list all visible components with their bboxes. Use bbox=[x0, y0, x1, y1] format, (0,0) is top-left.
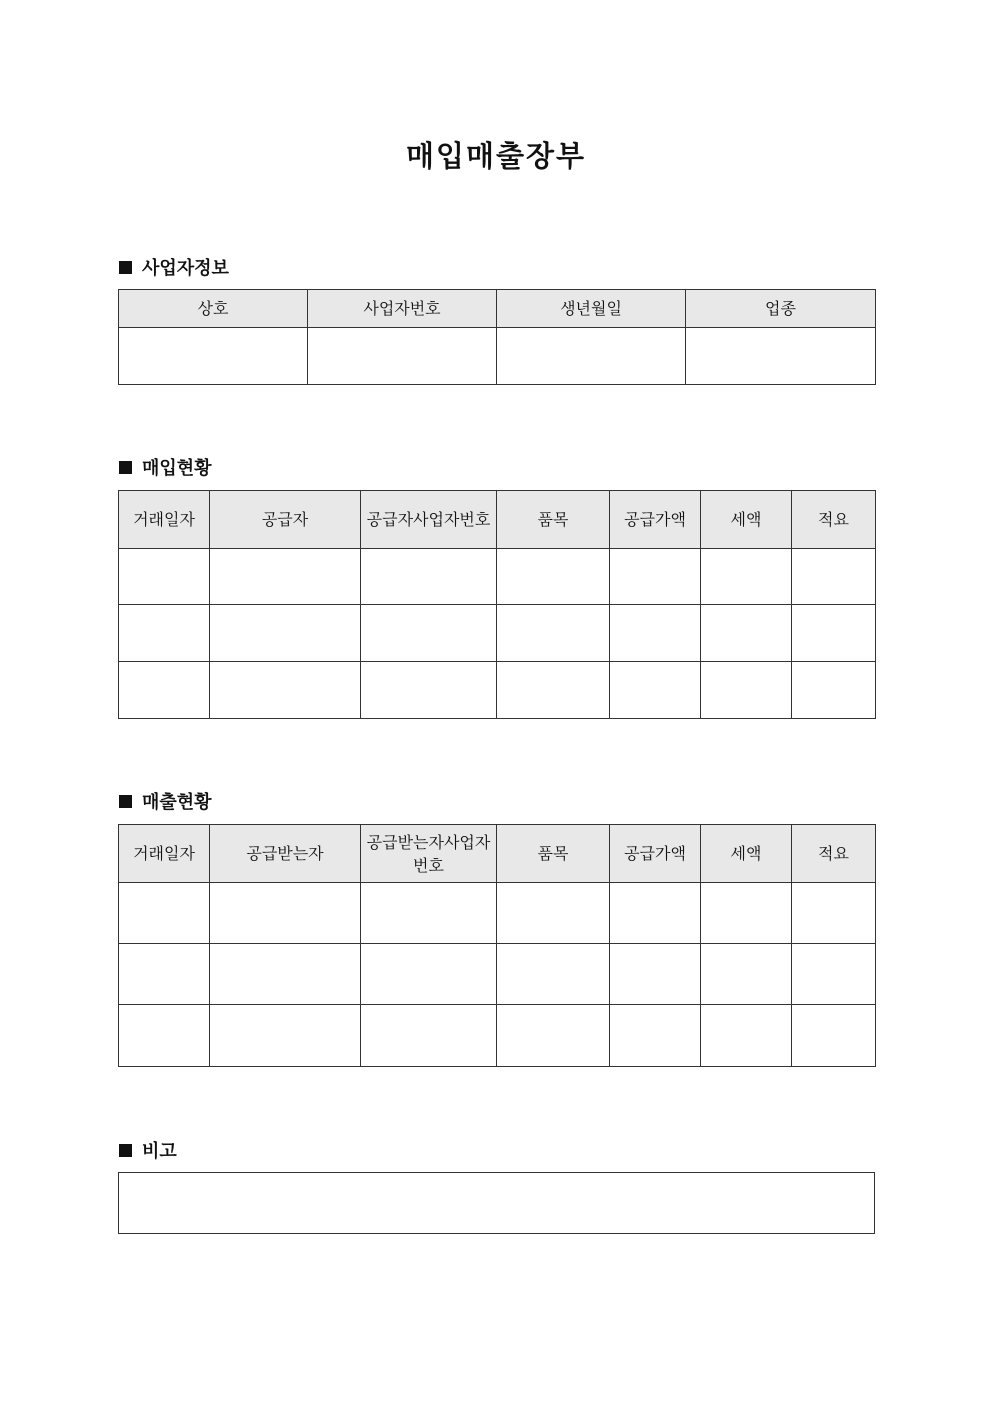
input-cell[interactable] bbox=[792, 1005, 876, 1067]
header-cell: 거래일자 bbox=[119, 491, 210, 549]
input-cell[interactable] bbox=[701, 549, 792, 605]
purchase-table bbox=[118, 490, 876, 719]
input-cell[interactable] bbox=[792, 662, 876, 719]
input-cell[interactable] bbox=[361, 1005, 497, 1067]
input-cell[interactable] bbox=[610, 605, 701, 662]
sales-table bbox=[118, 824, 876, 1067]
table-row bbox=[119, 662, 876, 719]
input-cell[interactable] bbox=[610, 662, 701, 719]
input-cell[interactable] bbox=[119, 883, 210, 944]
square-bullet-icon bbox=[119, 1144, 132, 1157]
square-bullet-icon bbox=[119, 461, 132, 474]
section-heading-sales bbox=[119, 788, 212, 814]
input-cell[interactable] bbox=[792, 605, 876, 662]
input-cell[interactable] bbox=[119, 328, 308, 385]
table-row bbox=[119, 883, 876, 944]
section-heading-business-info bbox=[119, 254, 229, 280]
input-cell[interactable] bbox=[308, 328, 497, 385]
header-cell: 거래일자 bbox=[119, 825, 210, 883]
header-cell: 업종 bbox=[686, 290, 876, 328]
header-cell: 적요 bbox=[792, 491, 876, 549]
input-cell[interactable] bbox=[610, 883, 701, 944]
input-cell[interactable] bbox=[210, 549, 361, 605]
header-row bbox=[119, 290, 876, 328]
page-title: 매입매출장부 bbox=[405, 139, 587, 173]
input-cell[interactable] bbox=[701, 605, 792, 662]
input-cell[interactable] bbox=[210, 1005, 361, 1067]
business-info-table bbox=[118, 289, 876, 385]
input-cell[interactable] bbox=[497, 549, 610, 605]
square-bullet-icon bbox=[119, 795, 132, 808]
input-cell[interactable] bbox=[361, 549, 497, 605]
input-cell[interactable] bbox=[497, 883, 610, 944]
header-cell: 품목 bbox=[497, 825, 610, 883]
header-cell: 공급받는자사업자번호 bbox=[361, 825, 497, 883]
input-cell[interactable] bbox=[361, 605, 497, 662]
header-cell: 적요 bbox=[792, 825, 876, 883]
input-cell[interactable] bbox=[701, 883, 792, 944]
input-cell[interactable] bbox=[361, 883, 497, 944]
header-cell: 공급가액 bbox=[610, 491, 701, 549]
input-cell[interactable] bbox=[361, 662, 497, 719]
header-cell: 세액 bbox=[701, 491, 792, 549]
header-cell: 품목 bbox=[497, 491, 610, 549]
input-cell[interactable] bbox=[792, 549, 876, 605]
header-cell: 공급자사업자번호 bbox=[361, 491, 497, 549]
header-cell: 사업자번호 bbox=[308, 290, 497, 328]
header-row bbox=[119, 491, 876, 549]
input-cell[interactable] bbox=[686, 328, 876, 385]
input-cell[interactable] bbox=[210, 883, 361, 944]
header-cell: 상호 bbox=[119, 290, 308, 328]
input-cell[interactable] bbox=[119, 944, 210, 1005]
input-cell[interactable] bbox=[497, 1005, 610, 1067]
header-row bbox=[119, 825, 876, 883]
input-cell[interactable] bbox=[210, 605, 361, 662]
input-cell[interactable] bbox=[610, 549, 701, 605]
header-cell: 공급가액 bbox=[610, 825, 701, 883]
section-heading-purchase bbox=[119, 454, 212, 480]
section-label: 사업자정보 bbox=[142, 258, 229, 279]
input-cell[interactable] bbox=[119, 549, 210, 605]
table-row bbox=[119, 328, 876, 385]
section-label: 비고 bbox=[142, 1141, 177, 1162]
header-cell: 공급자 bbox=[210, 491, 361, 549]
input-cell[interactable] bbox=[701, 1005, 792, 1067]
input-cell[interactable] bbox=[701, 662, 792, 719]
section-label: 매출현황 bbox=[142, 792, 212, 813]
table-row bbox=[119, 549, 876, 605]
memo-box[interactable] bbox=[118, 1172, 875, 1234]
table-row bbox=[119, 944, 876, 1005]
section-heading-memo bbox=[119, 1137, 177, 1163]
input-cell[interactable] bbox=[792, 883, 876, 944]
input-cell[interactable] bbox=[497, 328, 686, 385]
square-bullet-icon bbox=[119, 261, 132, 274]
table-row bbox=[119, 605, 876, 662]
header-cell: 세액 bbox=[701, 825, 792, 883]
input-cell[interactable] bbox=[361, 944, 497, 1005]
input-cell[interactable] bbox=[119, 605, 210, 662]
input-cell[interactable] bbox=[119, 662, 210, 719]
input-cell[interactable] bbox=[610, 1005, 701, 1067]
input-cell[interactable] bbox=[210, 944, 361, 1005]
header-cell: 생년월일 bbox=[497, 290, 686, 328]
input-cell[interactable] bbox=[497, 662, 610, 719]
input-cell[interactable] bbox=[497, 944, 610, 1005]
input-cell[interactable] bbox=[497, 605, 610, 662]
table-row bbox=[119, 1005, 876, 1067]
input-cell[interactable] bbox=[210, 662, 361, 719]
header-cell: 공급받는자 bbox=[210, 825, 361, 883]
input-cell[interactable] bbox=[701, 944, 792, 1005]
section-label: 매입현황 bbox=[142, 458, 212, 479]
input-cell[interactable] bbox=[792, 944, 876, 1005]
input-cell[interactable] bbox=[119, 1005, 210, 1067]
input-cell[interactable] bbox=[610, 944, 701, 1005]
